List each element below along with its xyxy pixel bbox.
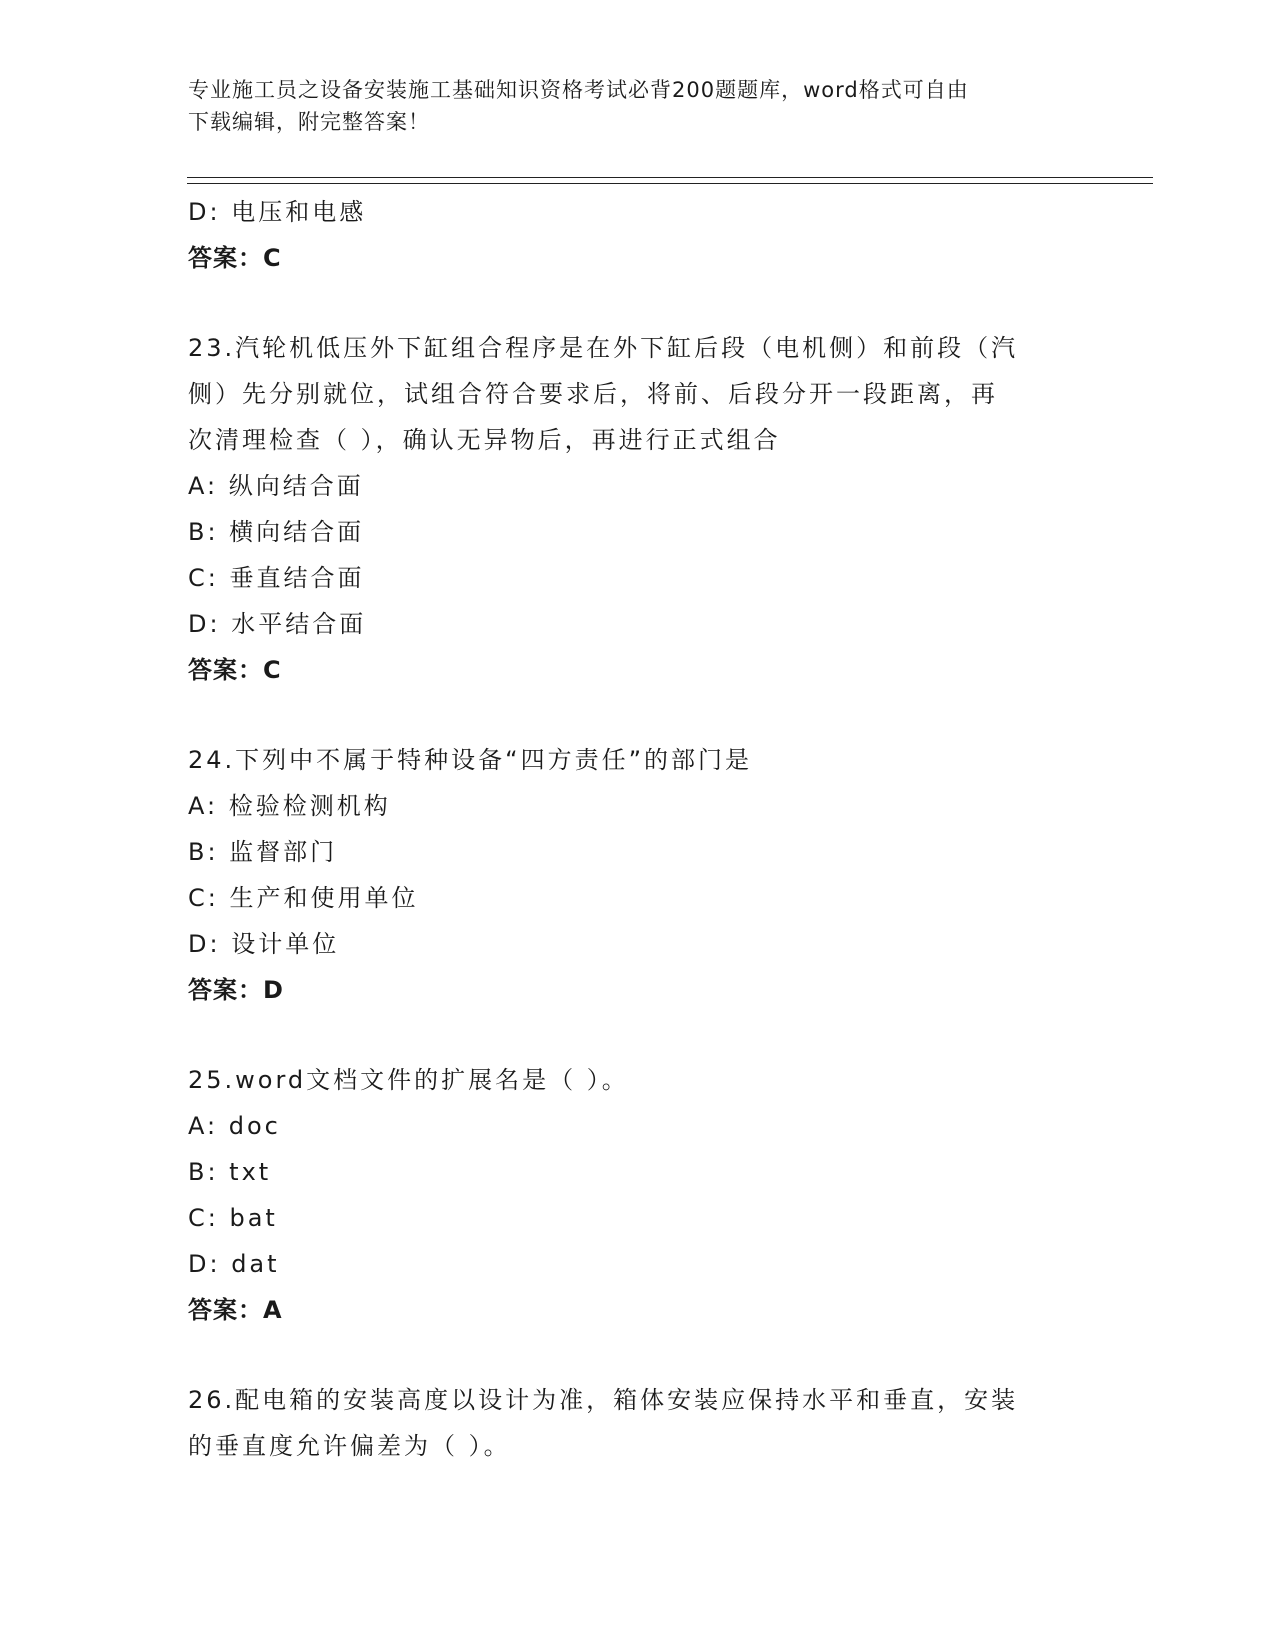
- question-text-line: 24.下列中不属于特种设备“四方责任”的部门是: [188, 746, 753, 774]
- answer: 答案：C: [188, 656, 282, 684]
- header-line-1: 专业施工员之设备安装施工基础知识资格考试必背200题题库，word格式可自由: [188, 78, 969, 102]
- page-header: [188, 74, 1068, 138]
- question-text-line: 26.配电箱的安装高度以设计为准，箱体安装应保持水平和垂直，安装: [188, 1386, 1019, 1414]
- option-d: D: 电压和电感: [188, 198, 367, 226]
- option-a: A: 纵向结合面: [188, 472, 364, 500]
- question-24: [188, 737, 1108, 1013]
- question-23: [188, 325, 1108, 693]
- question-text-line: 23.汽轮机低压外下缸组合程序是在外下缸后段（电机侧）和前段（汽: [188, 334, 1019, 362]
- option-b: B: 监督部门: [188, 838, 338, 866]
- answer: 答案：C: [188, 244, 282, 272]
- question-content: [188, 189, 1108, 1469]
- option-b: B: txt: [188, 1158, 272, 1186]
- option-c: C: 生产和使用单位: [188, 884, 419, 912]
- spacer: [188, 1333, 1108, 1377]
- option-b: B: 横向结合面: [188, 518, 365, 546]
- question-26: [188, 1377, 1108, 1469]
- option-a: A: 检验检测机构: [188, 792, 391, 820]
- spacer: [188, 693, 1108, 737]
- answer: 答案：A: [188, 1296, 283, 1324]
- spacer: [188, 281, 1108, 325]
- option-c: C: 垂直结合面: [188, 564, 365, 592]
- option-c: C: bat: [188, 1204, 278, 1232]
- spacer: [188, 1013, 1108, 1057]
- answer: 答案：D: [188, 976, 284, 1004]
- header-line-2: 下载编辑，附完整答案！: [188, 110, 430, 134]
- question-25: [188, 1057, 1108, 1333]
- option-a: A: doc: [188, 1112, 281, 1140]
- question-22: [188, 189, 1108, 281]
- option-d: D: dat: [188, 1250, 280, 1278]
- question-text-line: 次清理检查（ ），确认无异物后，再进行正式组合: [188, 426, 781, 454]
- question-text-line: 的垂直度允许偏差为（ ）。: [188, 1432, 511, 1460]
- question-text-line: 25.word文档文件的扩展名是（ ）。: [188, 1066, 629, 1094]
- option-d: D: 设计单位: [188, 930, 340, 958]
- header-divider: [187, 177, 1153, 184]
- question-text-line: 侧）先分别就位，试组合符合要求后，将前、后段分开一段距离，再: [188, 380, 998, 408]
- option-d: D: 水平结合面: [188, 610, 367, 638]
